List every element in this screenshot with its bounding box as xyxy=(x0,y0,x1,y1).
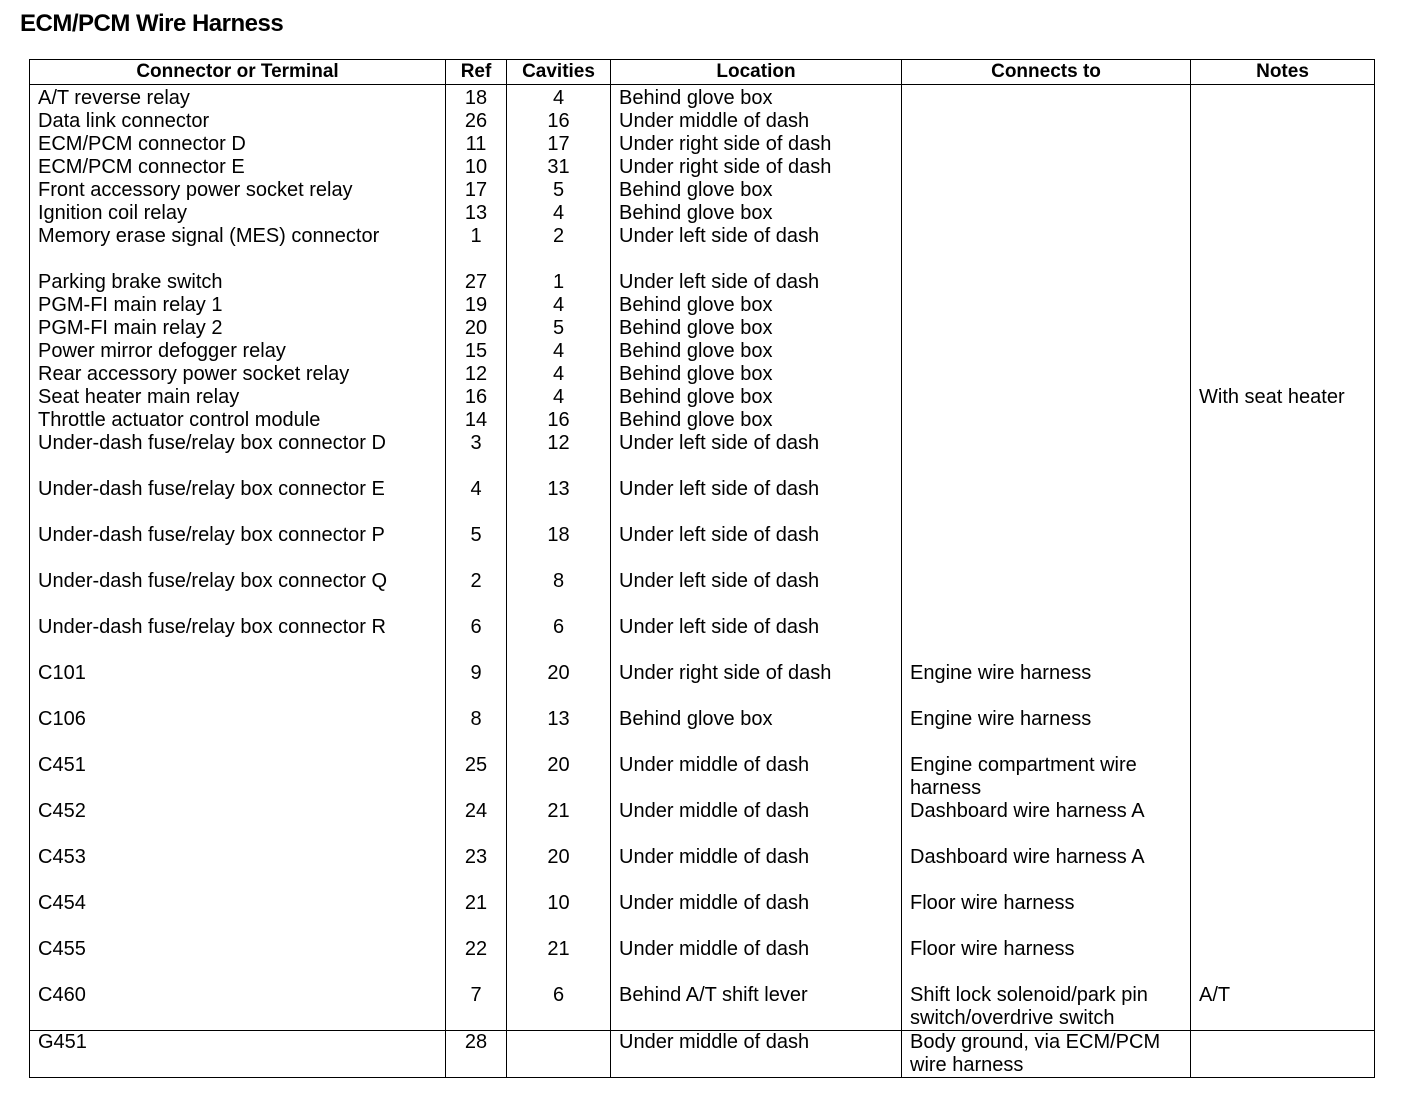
cell-ref: 27 xyxy=(446,271,507,294)
cell-ref: 1 xyxy=(446,225,507,271)
cell-connector: C106 xyxy=(30,708,446,754)
table-row xyxy=(30,133,1375,156)
cell-ref: 11 xyxy=(446,133,507,156)
cell-cavities: 13 xyxy=(507,478,611,524)
cell-ref: 21 xyxy=(446,892,507,938)
cell-cavities: 20 xyxy=(507,846,611,892)
cell-ref: 15 xyxy=(446,340,507,363)
cell-notes xyxy=(1191,570,1375,616)
col-header-connector: Connector or Terminal xyxy=(30,60,446,85)
cell-connects-to: Dashboard wire harness A xyxy=(902,800,1191,846)
table-row xyxy=(30,317,1375,340)
table-row xyxy=(30,570,1375,616)
cell-connector: Seat heater main relay xyxy=(30,386,446,409)
cell-connects-to xyxy=(902,478,1191,524)
cell-location: Under left side of dash xyxy=(611,524,902,570)
cell-connects-to: Dashboard wire harness A xyxy=(902,846,1191,892)
cell-location: Under right side of dash xyxy=(611,156,902,179)
cell-notes xyxy=(1191,363,1375,386)
cell-ref: 10 xyxy=(446,156,507,179)
cell-cavities: 6 xyxy=(507,616,611,662)
table-row xyxy=(30,202,1375,225)
cell-connector: A/T reverse relay xyxy=(30,85,446,111)
cell-ref: 16 xyxy=(446,386,507,409)
cell-notes xyxy=(1191,225,1375,271)
cell-location: Behind glove box xyxy=(611,85,902,111)
cell-ref: 9 xyxy=(446,662,507,708)
cell-connects-to xyxy=(902,432,1191,478)
table-row xyxy=(30,409,1375,432)
cell-notes xyxy=(1191,754,1375,800)
cell-ref: 19 xyxy=(446,294,507,317)
cell-ref: 13 xyxy=(446,202,507,225)
cell-location: Under middle of dash xyxy=(611,1031,902,1078)
cell-location: Behind glove box xyxy=(611,363,902,386)
table-row xyxy=(30,984,1375,1031)
cell-connector: Parking brake switch xyxy=(30,271,446,294)
cell-location: Under right side of dash xyxy=(611,133,902,156)
cell-connector: Data link connector xyxy=(30,110,446,133)
cell-notes xyxy=(1191,616,1375,662)
table-row xyxy=(30,846,1375,892)
cell-notes xyxy=(1191,846,1375,892)
cell-connector: Power mirror defogger relay xyxy=(30,340,446,363)
table-row xyxy=(30,708,1375,754)
cell-cavities: 5 xyxy=(507,317,611,340)
cell-ref: 5 xyxy=(446,524,507,570)
cell-location: Under left side of dash xyxy=(611,616,902,662)
cell-ref: 14 xyxy=(446,409,507,432)
table-row xyxy=(30,478,1375,524)
cell-connector: PGM-FI main relay 1 xyxy=(30,294,446,317)
cell-location: Behind glove box xyxy=(611,409,902,432)
table-row xyxy=(30,271,1375,294)
cell-notes xyxy=(1191,317,1375,340)
cell-notes: A/T xyxy=(1191,984,1375,1031)
cell-location: Under middle of dash xyxy=(611,800,902,846)
cell-connector: Memory erase signal (MES) connector xyxy=(30,225,446,271)
cell-connects-to xyxy=(902,271,1191,294)
cell-connector: C460 xyxy=(30,984,446,1031)
cell-location: Behind glove box xyxy=(611,317,902,340)
cell-connects-to xyxy=(902,317,1191,340)
cell-cavities: 4 xyxy=(507,202,611,225)
cell-location: Under middle of dash xyxy=(611,938,902,984)
table-row xyxy=(30,156,1375,179)
table-row xyxy=(30,524,1375,570)
cell-connector: C452 xyxy=(30,800,446,846)
cell-connector: Throttle actuator control module xyxy=(30,409,446,432)
cell-notes xyxy=(1191,1031,1375,1078)
col-header-location: Location xyxy=(611,60,902,85)
cell-connects-to xyxy=(902,156,1191,179)
table-row xyxy=(30,340,1375,363)
cell-connects-to xyxy=(902,110,1191,133)
cell-cavities: 4 xyxy=(507,85,611,111)
page-title: ECM/PCM Wire Harness xyxy=(20,10,284,37)
cell-location: Under left side of dash xyxy=(611,570,902,616)
cell-location: Behind glove box xyxy=(611,708,902,754)
cell-cavities: 18 xyxy=(507,524,611,570)
cell-cavities: 13 xyxy=(507,708,611,754)
cell-notes xyxy=(1191,524,1375,570)
cell-location: Behind A/T shift lever xyxy=(611,984,902,1031)
cell-location: Under middle of dash xyxy=(611,754,902,800)
cell-connects-to xyxy=(902,616,1191,662)
cell-cavities: 10 xyxy=(507,892,611,938)
cell-cavities: 6 xyxy=(507,984,611,1031)
cell-notes xyxy=(1191,202,1375,225)
table-row xyxy=(30,938,1375,984)
cell-connects-to: Engine wire harness xyxy=(902,708,1191,754)
cell-ref: 26 xyxy=(446,110,507,133)
cell-connector: Under-dash fuse/relay box connector E xyxy=(30,478,446,524)
cell-notes xyxy=(1191,133,1375,156)
table-row xyxy=(30,432,1375,478)
cell-connects-to: Engine wire harness xyxy=(902,662,1191,708)
cell-connects-to: Engine compartment wire harness xyxy=(902,754,1191,800)
cell-ref: 3 xyxy=(446,432,507,478)
cell-ref: 23 xyxy=(446,846,507,892)
cell-ref: 7 xyxy=(446,984,507,1031)
cell-ref: 24 xyxy=(446,800,507,846)
cell-connector: Under-dash fuse/relay box connector P xyxy=(30,524,446,570)
cell-ref: 20 xyxy=(446,317,507,340)
cell-notes xyxy=(1191,110,1375,133)
cell-notes xyxy=(1191,800,1375,846)
cell-cavities: 4 xyxy=(507,294,611,317)
table-row xyxy=(30,85,1375,111)
cell-connects-to: Shift lock solenoid/park pin switch/overdrive switch xyxy=(902,984,1191,1031)
table-row xyxy=(30,363,1375,386)
table-row xyxy=(30,386,1375,409)
cell-connects-to xyxy=(902,340,1191,363)
cell-location: Under left side of dash xyxy=(611,432,902,478)
cell-connector: Under-dash fuse/relay box connector D xyxy=(30,432,446,478)
cell-connector: C455 xyxy=(30,938,446,984)
cell-ref: 4 xyxy=(446,478,507,524)
cell-cavities: 20 xyxy=(507,754,611,800)
cell-cavities: 16 xyxy=(507,409,611,432)
cell-ref: 2 xyxy=(446,570,507,616)
cell-location: Under middle of dash xyxy=(611,110,902,133)
table-row xyxy=(30,892,1375,938)
header-row xyxy=(30,60,1375,85)
cell-ref: 25 xyxy=(446,754,507,800)
cell-cavities: 20 xyxy=(507,662,611,708)
cell-cavities: 2 xyxy=(507,225,611,271)
cell-connector: Ignition coil relay xyxy=(30,202,446,225)
cell-cavities: 1 xyxy=(507,271,611,294)
cell-notes xyxy=(1191,892,1375,938)
cell-connector: G451 xyxy=(30,1031,446,1078)
cell-connects-to xyxy=(902,409,1191,432)
cell-ref: 28 xyxy=(446,1031,507,1078)
table-row xyxy=(30,1031,1375,1078)
cell-notes xyxy=(1191,271,1375,294)
col-header-cavities: Cavities xyxy=(507,60,611,85)
cell-notes xyxy=(1191,708,1375,754)
col-header-notes: Notes xyxy=(1191,60,1375,85)
cell-connector: C101 xyxy=(30,662,446,708)
cell-connects-to xyxy=(902,294,1191,317)
cell-cavities: 4 xyxy=(507,340,611,363)
harness-table xyxy=(29,59,1375,1078)
cell-connector: Rear accessory power socket relay xyxy=(30,363,446,386)
cell-location: Under left side of dash xyxy=(611,478,902,524)
cell-ref: 17 xyxy=(446,179,507,202)
cell-notes xyxy=(1191,409,1375,432)
cell-connects-to xyxy=(902,202,1191,225)
cell-ref: 18 xyxy=(446,85,507,111)
table-row xyxy=(30,225,1375,271)
cell-connector: PGM-FI main relay 2 xyxy=(30,317,446,340)
cell-cavities: 5 xyxy=(507,179,611,202)
cell-connector: ECM/PCM connector D xyxy=(30,133,446,156)
table-row xyxy=(30,800,1375,846)
table-row xyxy=(30,616,1375,662)
cell-notes xyxy=(1191,340,1375,363)
cell-connects-to xyxy=(902,570,1191,616)
cell-cavities: 21 xyxy=(507,938,611,984)
cell-location: Under middle of dash xyxy=(611,846,902,892)
cell-location: Behind glove box xyxy=(611,202,902,225)
cell-connects-to xyxy=(902,363,1191,386)
cell-notes xyxy=(1191,294,1375,317)
cell-connects-to xyxy=(902,85,1191,111)
cell-location: Behind glove box xyxy=(611,386,902,409)
cell-cavities: 17 xyxy=(507,133,611,156)
cell-ref: 6 xyxy=(446,616,507,662)
cell-notes xyxy=(1191,432,1375,478)
cell-connects-to: Body ground, via ECM/PCM wire harness xyxy=(902,1031,1191,1078)
cell-location: Under middle of dash xyxy=(611,892,902,938)
cell-cavities xyxy=(507,1031,611,1078)
col-header-ref: Ref xyxy=(446,60,507,85)
cell-connector: Front accessory power socket relay xyxy=(30,179,446,202)
cell-ref: 8 xyxy=(446,708,507,754)
cell-location: Behind glove box xyxy=(611,294,902,317)
cell-connector: C453 xyxy=(30,846,446,892)
cell-location: Behind glove box xyxy=(611,179,902,202)
cell-location: Under right side of dash xyxy=(611,662,902,708)
cell-notes xyxy=(1191,478,1375,524)
cell-location: Behind glove box xyxy=(611,340,902,363)
cell-connects-to: Floor wire harness xyxy=(902,892,1191,938)
cell-notes xyxy=(1191,938,1375,984)
cell-cavities: 4 xyxy=(507,363,611,386)
cell-cavities: 31 xyxy=(507,156,611,179)
cell-connector: Under-dash fuse/relay box connector R xyxy=(30,616,446,662)
cell-cavities: 21 xyxy=(507,800,611,846)
cell-connects-to xyxy=(902,133,1191,156)
table-row xyxy=(30,110,1375,133)
cell-cavities: 4 xyxy=(507,386,611,409)
cell-notes xyxy=(1191,156,1375,179)
cell-connects-to: Floor wire harness xyxy=(902,938,1191,984)
cell-ref: 22 xyxy=(446,938,507,984)
cell-notes xyxy=(1191,179,1375,202)
cell-connects-to xyxy=(902,225,1191,271)
cell-connector: Under-dash fuse/relay box connector Q xyxy=(30,570,446,616)
cell-cavities: 16 xyxy=(507,110,611,133)
table-row xyxy=(30,179,1375,202)
col-header-connects-to: Connects to xyxy=(902,60,1191,85)
table-row xyxy=(30,662,1375,708)
cell-notes xyxy=(1191,662,1375,708)
cell-location: Under left side of dash xyxy=(611,271,902,294)
cell-connector: C454 xyxy=(30,892,446,938)
cell-connector: C451 xyxy=(30,754,446,800)
cell-connects-to xyxy=(902,524,1191,570)
cell-notes xyxy=(1191,85,1375,111)
cell-cavities: 12 xyxy=(507,432,611,478)
table-row xyxy=(30,294,1375,317)
table-row xyxy=(30,754,1375,800)
cell-ref: 12 xyxy=(446,363,507,386)
cell-connects-to xyxy=(902,386,1191,409)
cell-connects-to xyxy=(902,179,1191,202)
cell-notes: With seat heater xyxy=(1191,386,1375,409)
cell-connector: ECM/PCM connector E xyxy=(30,156,446,179)
cell-cavities: 8 xyxy=(507,570,611,616)
cell-location: Under left side of dash xyxy=(611,225,902,271)
